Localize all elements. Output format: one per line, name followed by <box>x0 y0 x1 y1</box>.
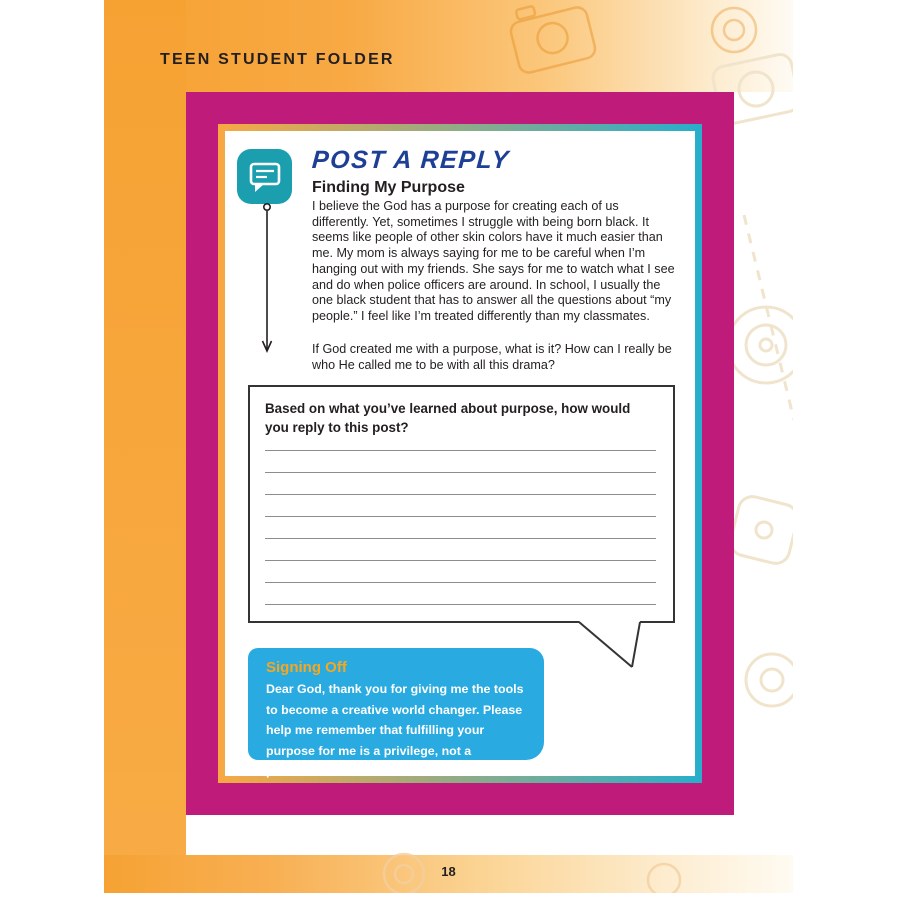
signing-off-prayer: Dear God, thank you for giving me the tools to become a creative world changer. Please help me remember that fulfilling your purpose for me is a privilege, not a punishment. In Jesus’ name. Amen. <box>266 682 524 779</box>
writing-line <box>265 473 656 495</box>
writing-line <box>265 429 656 451</box>
writing-line <box>265 517 656 539</box>
signing-off-title: Signing Off <box>266 659 347 676</box>
post-subject: Finding My Purpose <box>312 179 465 196</box>
post-question-paragraph: If God created me with a purpose, what is it? How can I really be who He called me to be with all this drama? <box>312 342 672 372</box>
reply-lines-area[interactable] <box>265 429 656 605</box>
orange-frame-top <box>104 0 793 92</box>
writing-line <box>265 495 656 517</box>
thread-arrow-icon <box>260 202 274 358</box>
writing-line <box>265 583 656 605</box>
page-title: TEEN STUDENT FOLDER <box>160 51 395 68</box>
reply-prompt: Based on what you’ve learned about purpose, how would you reply to this post? <box>265 401 631 435</box>
section-title: POST A REPLY <box>311 146 511 174</box>
writing-line <box>265 561 656 583</box>
speech-bubble-glyph <box>245 157 285 197</box>
writing-line <box>265 539 656 561</box>
reply-box <box>248 385 675 623</box>
orange-frame-left <box>104 0 186 893</box>
post-body-paragraph: I believe the God has a purpose for creating each of us differently. Yet, sometimes I struggle with being born black. It seems like people of other skin colors have it much easier than me. My mom is always saying for me to be careful when I’m hanging out with my friends. She says for me to watch what I see and do when police officers are around. In school, I usually the one black student that has to answer all the questions about “my people.” I feel like I’m treated differently than my classmates. <box>312 199 675 323</box>
speech-bubble-tail <box>577 620 647 672</box>
gradient-border <box>218 124 702 783</box>
activity-page <box>225 131 695 779</box>
signing-off-card <box>248 648 544 779</box>
writing-line <box>265 451 656 473</box>
speech-bubble-icon <box>237 149 292 204</box>
page-number: 18 <box>441 864 456 879</box>
workbook-page <box>104 0 793 893</box>
